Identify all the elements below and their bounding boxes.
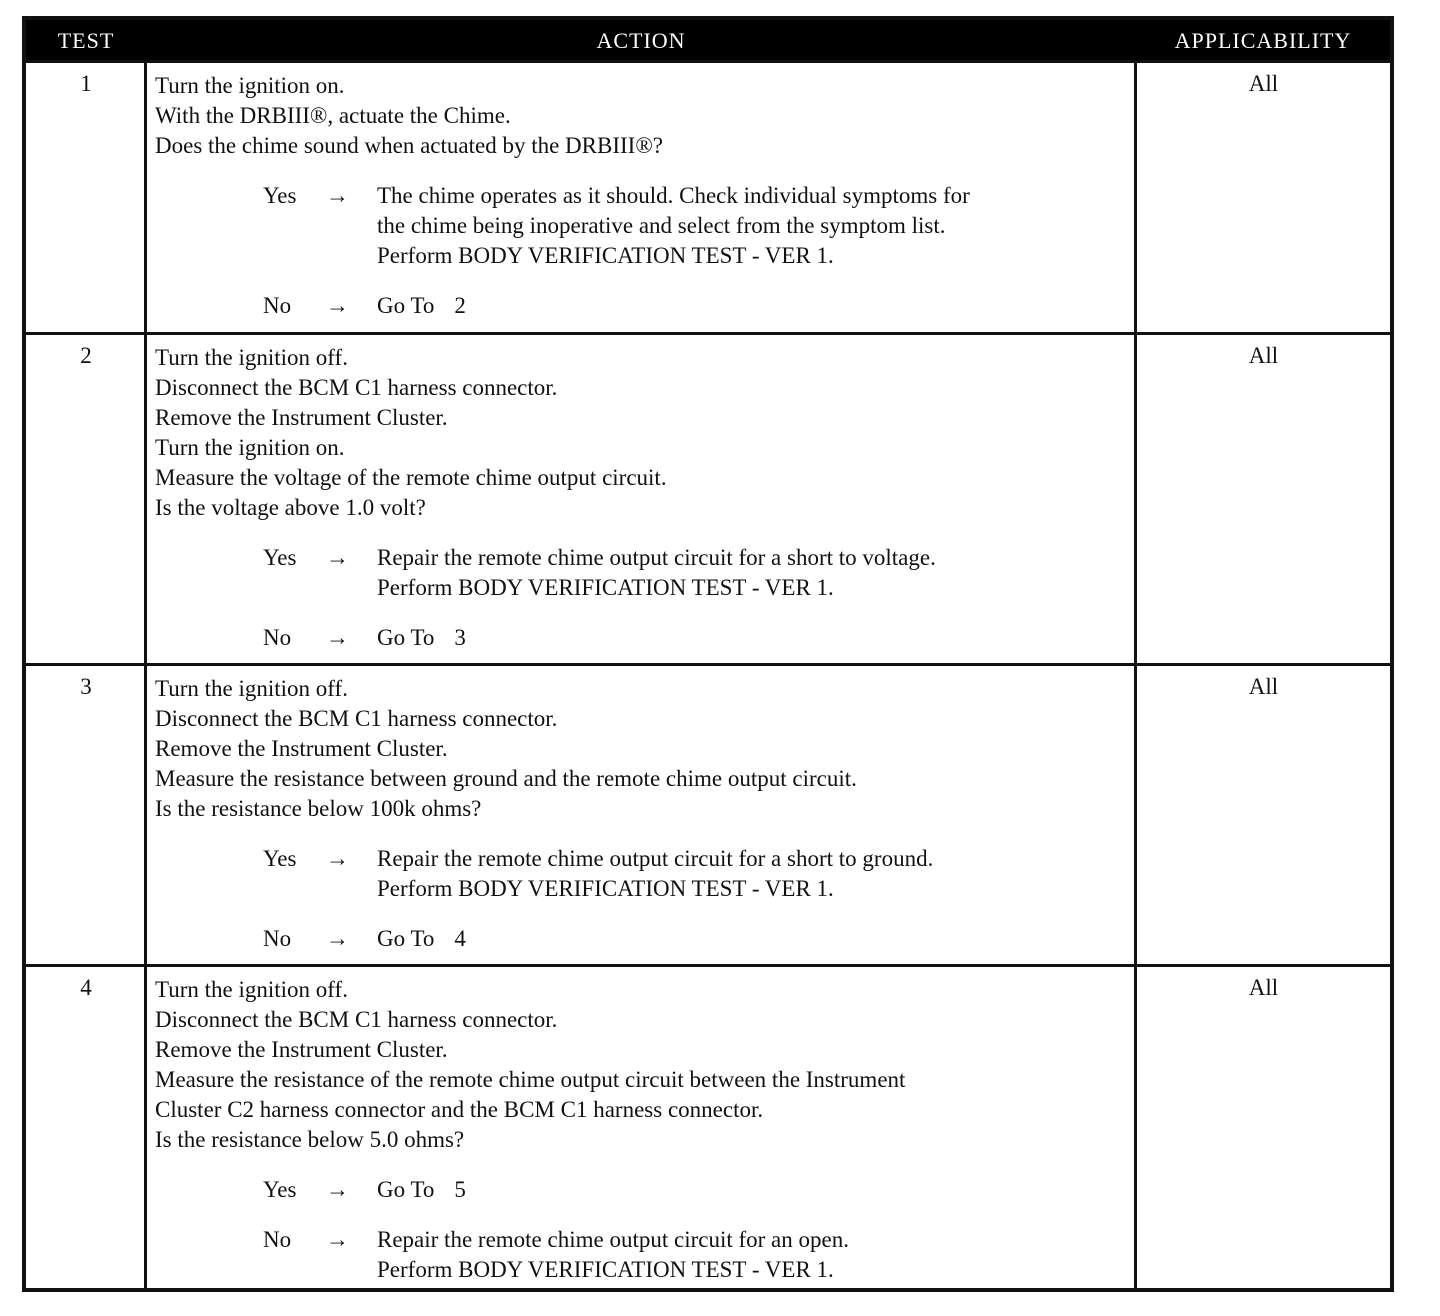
no-answer	[155, 924, 1131, 954]
goto-number: 3	[454, 625, 466, 650]
action-step: Measure the resistance between ground and the remote chime output circuit.	[155, 766, 857, 791]
action-step: Remove the Instrument Cluster.	[155, 1037, 448, 1062]
yes-result-line: Repair the remote chime output circuit for a short to voltage.	[377, 545, 936, 570]
no-label: No	[263, 293, 292, 318]
action-step: Disconnect the BCM C1 harness connector.	[155, 1007, 558, 1032]
no-label: No	[263, 625, 292, 650]
test-row-3	[26, 663, 1390, 964]
action-step: Disconnect the BCM C1 harness connector.	[155, 375, 558, 400]
yes-result-line	[377, 1175, 1131, 1205]
column-divider	[1134, 335, 1137, 663]
action-step: Turn the ignition off.	[155, 977, 348, 1002]
action-step: Disconnect the BCM C1 harness connector.	[155, 706, 558, 731]
yes-result-line: The chime operates as it should. Check individual symptoms for	[377, 183, 970, 208]
yes-label: Yes	[263, 1177, 297, 1202]
yes-label: Yes	[263, 183, 297, 208]
action-step: Turn the ignition on.	[155, 73, 345, 98]
goto-number: 4	[454, 926, 466, 951]
yes-result-line: Perform BODY VERIFICATION TEST - VER 1.	[377, 243, 834, 268]
column-divider	[1134, 63, 1137, 332]
no-result-line	[377, 924, 1131, 954]
goto-number: 5	[454, 1177, 466, 1202]
column-divider	[144, 335, 147, 663]
column-divider	[144, 666, 147, 964]
action-step: Measure the resistance of the remote chime output circuit between the Instrument	[155, 1067, 906, 1092]
action-step: Does the chime sound when actuated by the DRBIII®?	[155, 133, 663, 158]
action-cell	[155, 71, 1131, 321]
yes-result-line: Perform BODY VERIFICATION TEST - VER 1.	[377, 876, 834, 901]
column-divider	[144, 63, 147, 332]
no-answer	[155, 623, 1131, 653]
goto-text: Go To	[377, 1177, 435, 1202]
goto-text: Go To	[377, 293, 435, 318]
no-answer	[155, 291, 1131, 321]
applicability-value: All	[1248, 975, 1279, 1000]
no-label: No	[263, 926, 292, 951]
applicability-value: All	[1248, 343, 1279, 368]
column-divider	[1134, 666, 1137, 964]
arrow-icon: →	[326, 1227, 349, 1252]
yes-result-line: Repair the remote chime output circuit for a short to ground.	[377, 846, 934, 871]
test-number: 4	[80, 975, 92, 1000]
action-step: Is the resistance below 100k ohms?	[155, 796, 482, 821]
test-number: 3	[80, 674, 92, 699]
test-row-4	[26, 964, 1390, 1288]
applicability-value: All	[1248, 71, 1279, 96]
test-row-2	[26, 332, 1390, 663]
no-result-line: Perform BODY VERIFICATION TEST - VER 1.	[377, 1257, 834, 1282]
diagnostic-test-table	[22, 16, 1394, 1292]
test-number: 1	[80, 71, 92, 96]
arrow-icon: →	[326, 1177, 349, 1202]
test-number: 2	[80, 343, 92, 368]
yes-answer	[155, 543, 1131, 603]
column-divider	[144, 967, 147, 1288]
header-action: ACTION	[596, 28, 686, 53]
no-result-line: Repair the remote chime output circuit for an open.	[377, 1227, 849, 1252]
action-cell	[155, 975, 1131, 1285]
action-step: Is the voltage above 1.0 volt?	[155, 495, 426, 520]
goto-text: Go To	[377, 926, 435, 951]
no-label: No	[263, 1227, 292, 1252]
header-test: TEST	[57, 28, 115, 53]
action-step: Cluster C2 harness connector and the BCM C1 harness connector.	[155, 1097, 764, 1122]
applicability-value: All	[1248, 674, 1279, 699]
action-step: Is the resistance below 5.0 ohms?	[155, 1127, 465, 1152]
goto-text: Go To	[377, 625, 435, 650]
action-step: With the DRBIII®, actuate the Chime.	[155, 103, 511, 128]
arrow-icon: →	[326, 183, 349, 208]
arrow-icon: →	[326, 926, 349, 951]
header-applicability: APPLICABILITY	[1174, 28, 1352, 53]
yes-answer	[155, 1175, 1131, 1205]
action-cell	[155, 674, 1131, 954]
action-step: Measure the voltage of the remote chime output circuit.	[155, 465, 667, 490]
yes-answer	[155, 844, 1131, 904]
arrow-icon: →	[326, 625, 349, 650]
yes-result-line: the chime being inoperative and select from the symptom list.	[377, 213, 946, 238]
no-result-line	[377, 291, 1131, 321]
yes-label: Yes	[263, 545, 297, 570]
test-row-1	[26, 60, 1390, 332]
yes-result-line: Perform BODY VERIFICATION TEST - VER 1.	[377, 575, 834, 600]
no-result-line	[377, 623, 1131, 653]
arrow-icon: →	[326, 846, 349, 871]
yes-label: Yes	[263, 846, 297, 871]
yes-answer	[155, 181, 1131, 271]
action-step: Turn the ignition on.	[155, 435, 345, 460]
action-step: Remove the Instrument Cluster.	[155, 736, 448, 761]
no-answer	[155, 1225, 1131, 1285]
arrow-icon: →	[326, 545, 349, 570]
action-step: Turn the ignition off.	[155, 676, 348, 701]
goto-number: 2	[454, 293, 466, 318]
action-step: Turn the ignition off.	[155, 345, 348, 370]
table-header	[26, 20, 1390, 60]
column-divider	[1134, 967, 1137, 1288]
action-cell	[155, 343, 1131, 653]
arrow-icon: →	[326, 293, 349, 318]
action-step: Remove the Instrument Cluster.	[155, 405, 448, 430]
